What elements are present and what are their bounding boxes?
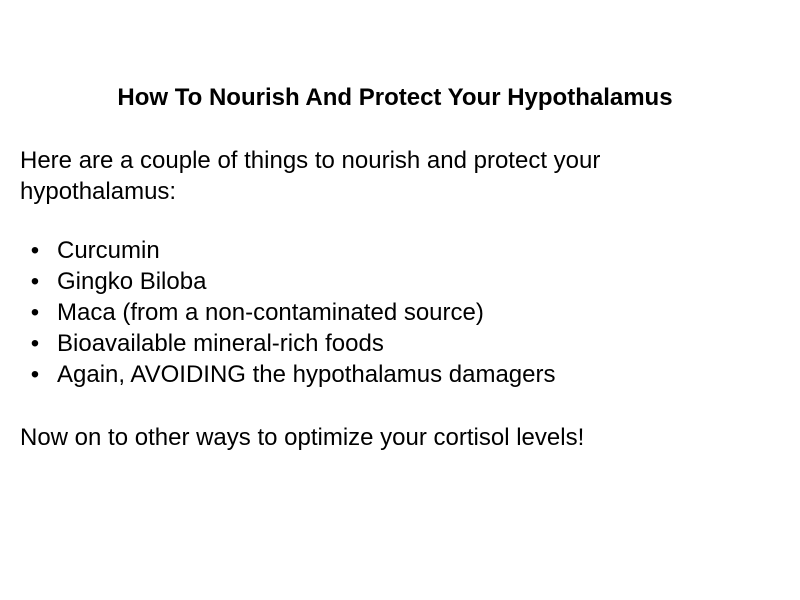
bullet-item-curcumin	[0, 235, 760, 266]
bullet-text: Again, AVOIDING the hypothalamus damagers	[57, 361, 556, 388]
bullet-text: Bioavailable mineral-rich foods	[57, 330, 384, 357]
bullet-marker: •	[30, 299, 40, 326]
bullet-item-maca	[0, 297, 760, 328]
bullet-text: Gingko Biloba	[57, 268, 207, 295]
bullet-item-gingko-biloba	[0, 266, 760, 297]
bullet-list	[0, 235, 760, 390]
bullet-text: Maca (from a non-contaminated source)	[57, 299, 484, 326]
closing-paragraph: Now on to other ways to optimize your cortisol levels!	[20, 424, 585, 451]
bullet-text: Curcumin	[57, 237, 160, 264]
bullet-item-avoid-damagers	[0, 359, 760, 390]
slide-title: How To Nourish And Protect Your Hypothalamus	[117, 84, 673, 111]
bullet-marker: •	[30, 268, 40, 295]
bullet-item-mineral-foods	[0, 328, 760, 359]
bullet-marker: •	[30, 361, 40, 388]
bullet-marker: •	[30, 330, 40, 357]
intro-paragraph: Here are a couple of things to nourish and protect your hypothalamus:	[20, 147, 601, 205]
bullet-marker: •	[30, 237, 40, 264]
